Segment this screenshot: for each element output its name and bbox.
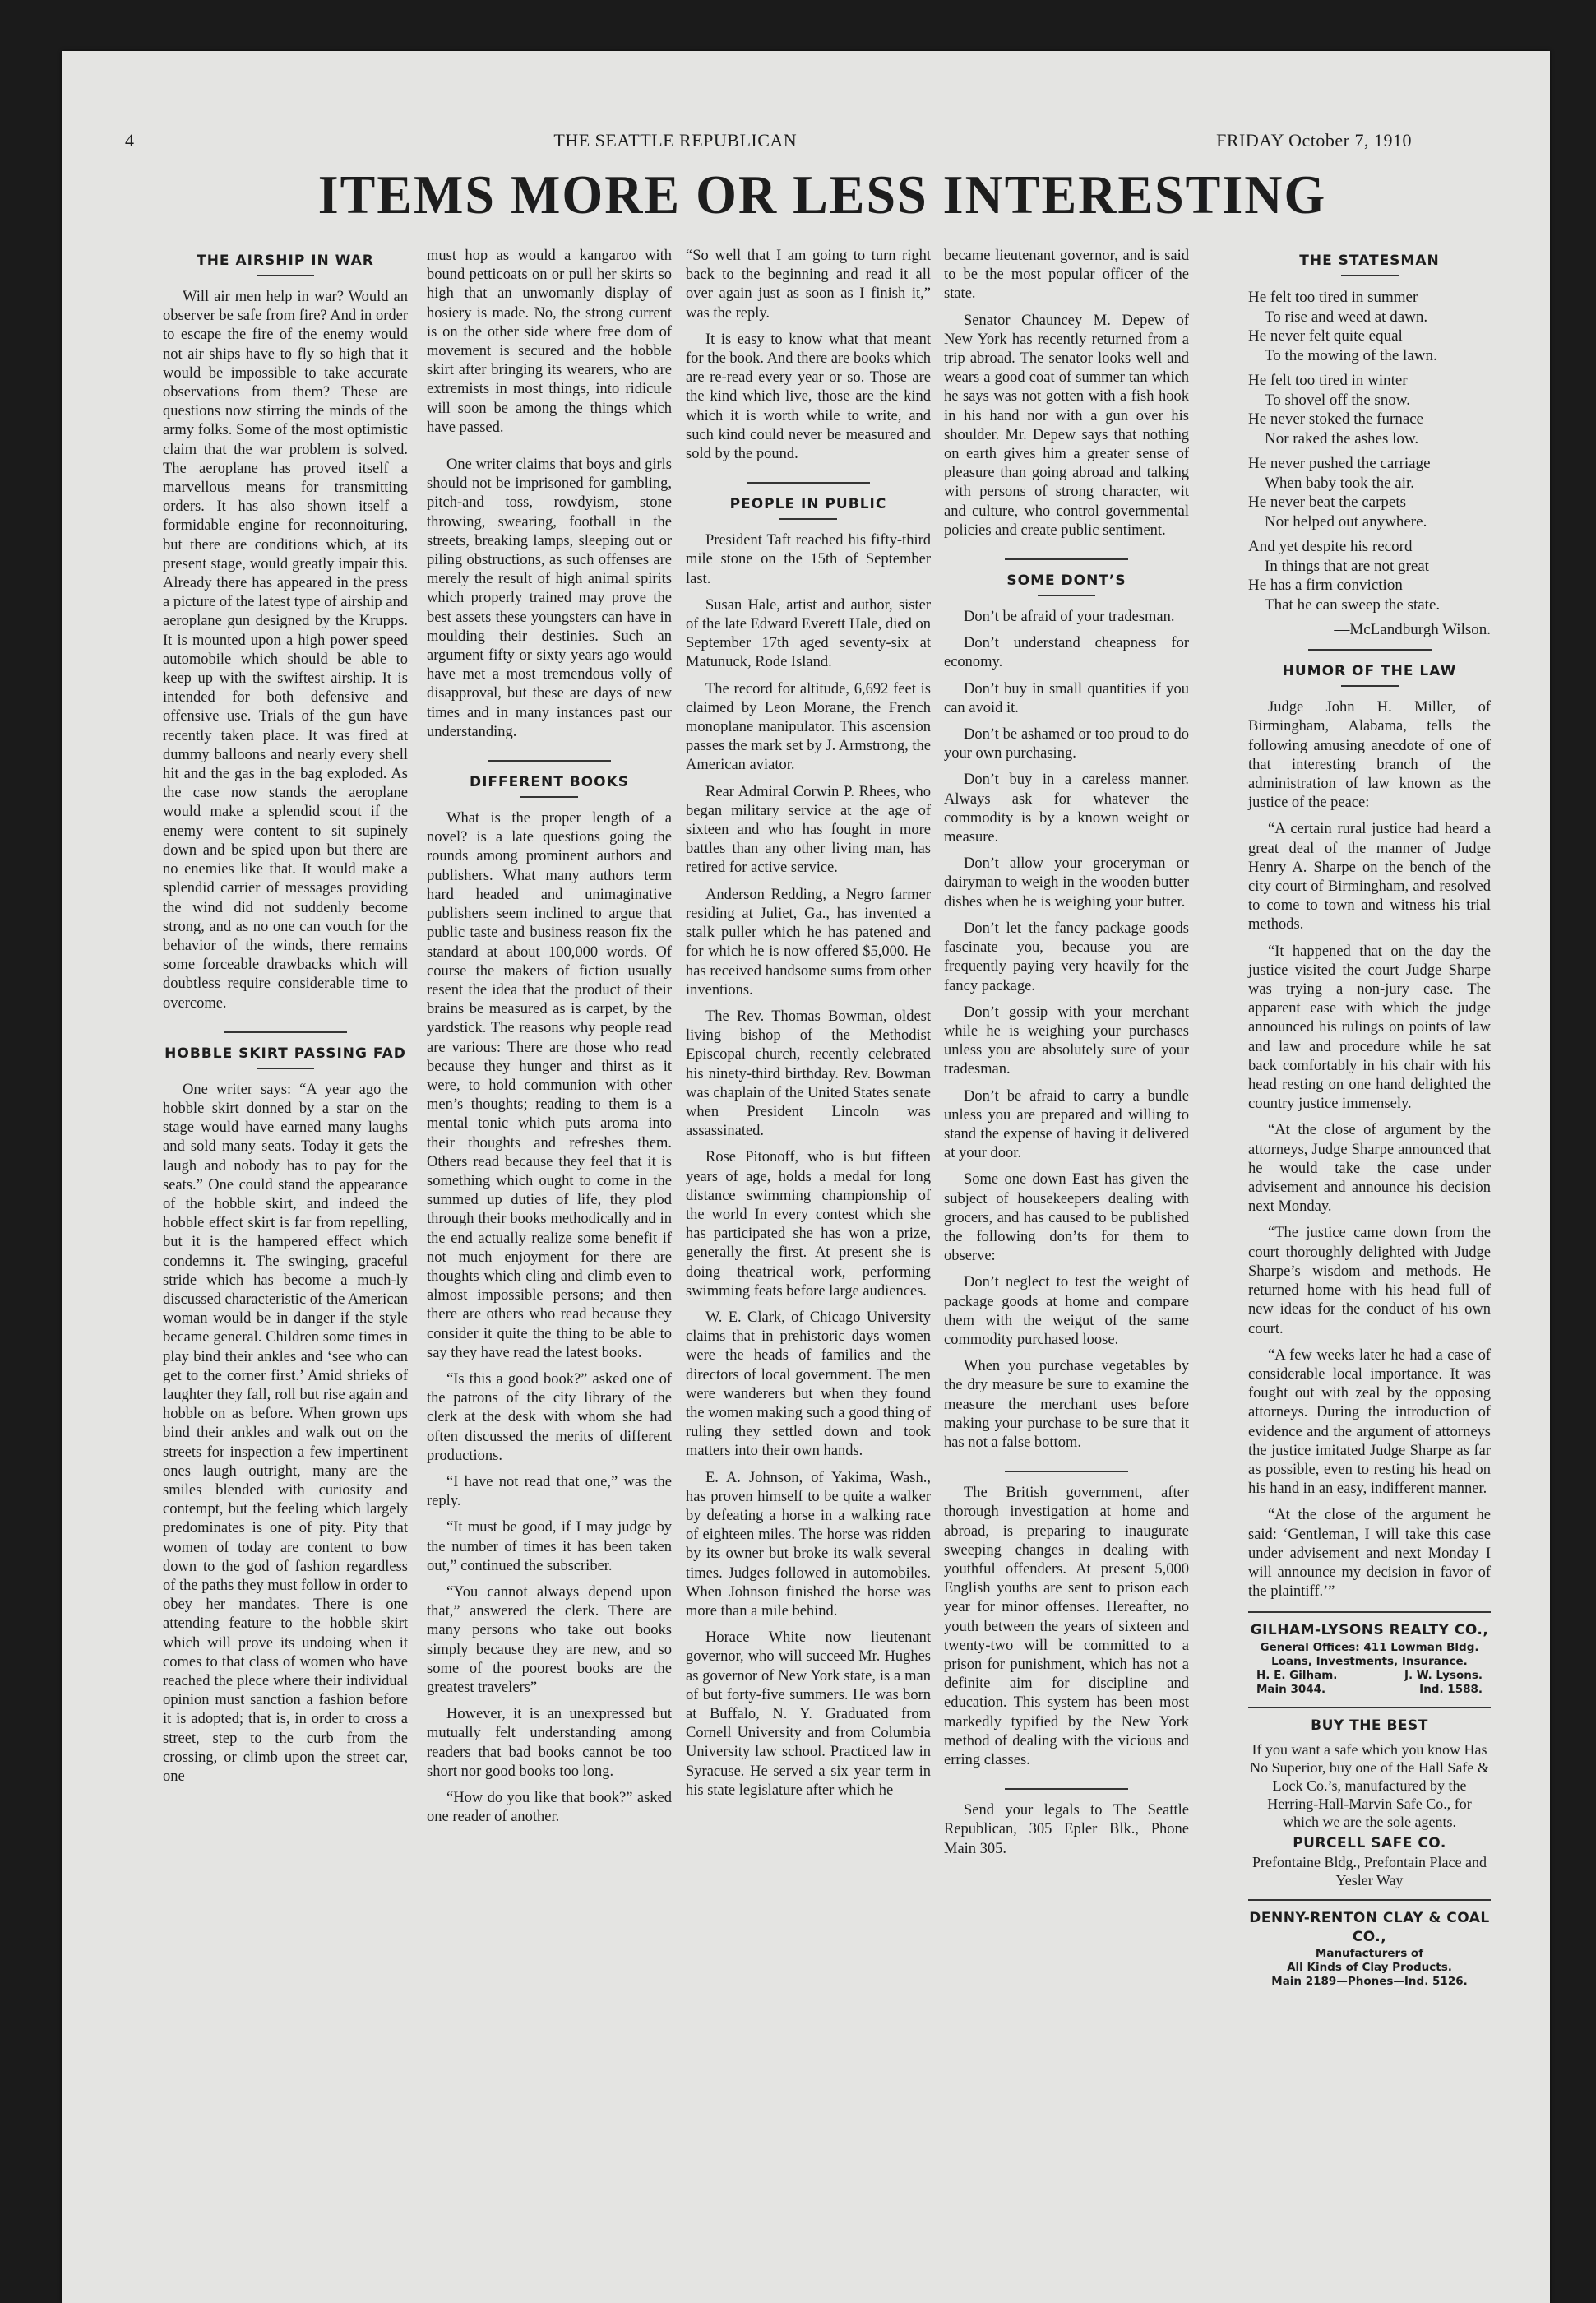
dont-item: Don’t be afraid of your tradesman. <box>964 609 1175 626</box>
dont-item: Don’t gossip with your merchant while he is weighing your purchases unless you are absolutely sure of your tradesman. <box>944 1003 1189 1078</box>
ad-title: DENNY-RENTON CLAY & COAL CO., <box>1249 1909 1490 1946</box>
poem-line: He never beat the carpets <box>1248 494 1407 511</box>
article-body-books: “How do you like that book?” asked one reader of another. <box>427 1790 672 1826</box>
masthead-line <box>125 130 1412 151</box>
dont-item: Don’t buy in small quantities if you can avoid it. <box>944 680 1189 716</box>
article-title-hobble: HOBBLE SKIRT PASSING FAD <box>164 1045 406 1062</box>
poem-title-statesman: THE STATESMAN <box>1299 253 1440 269</box>
poem-statesman <box>1248 288 1491 614</box>
ad-line: All Kinds of Clay Products. <box>1287 1961 1452 1975</box>
poem-line: In things that are not great <box>1265 557 1429 575</box>
article-separator <box>1005 1471 1128 1472</box>
people-item: Rear Admiral Corwin P. Rhees, who began military service at the age of sixteen and who has fought in more battles than any other living man, has retired for active service. <box>686 783 931 877</box>
article-title-humor: HUMOR OF THE LAW <box>1282 663 1457 680</box>
article-body-books: However, it is an unexpressed but mutually felt understanding among readers that bad books cannot be too short nor good books too long. <box>427 1706 672 1780</box>
article-body-books: “It must be good, if I may judge by the number of times it has been taken out,” continued the subscriber. <box>427 1519 672 1574</box>
article-separator <box>224 1031 347 1033</box>
people-item: Senator Chauncey M. Depew of New York has recently returned from a trip abroad. The senator looks well and wears a good coat of summer tan which he says was not gotten with a fish hook in his hand nor with a gun over his shoulder. Mr. Depew says that nothing on earth gives him a greater sense of pleasure than going abroad and talking with persons of strong character, wit and culture, who control governmental policies and create public sentiment. <box>944 312 1189 539</box>
ad-phone: Main 3044. <box>1256 1682 1326 1696</box>
people-item: Rose Pitonoff, who is but fifteen years of age, holds a medal for long distance swimming championship of the world In every contest which she has participated she has won a prize, generally the first. At present she is doing theatrical work, performing swimming feats before large audiences. <box>686 1149 931 1300</box>
poem-stanza <box>1248 371 1491 448</box>
ad-row <box>1248 1683 1491 1697</box>
dont-item: Don’t understand cheapness for economy. <box>944 635 1189 671</box>
ad-name: J. W. Lysons. <box>1404 1668 1483 1682</box>
people-item: Horace White now lieutenant governor, who will succeed Mr. Hughes as governor of New York state, is a man of but forty-five summers. He was born at Buffalo, N. Y. Graduated from Cornell University and from Columbia University law school. Practiced law in Syracuse. He served a six year term in his state legislature after which he <box>686 1629 931 1799</box>
article-body-humor: “It happened that on the day the justice visited the court Judge Sharpe was trying a non-jury case. The apparent ease with which the judge announced his rulings on points of law and law and procedure while he sat back comfortably in his chair with his head resting on one hand delighted the country justice immensely. <box>1248 943 1491 1113</box>
article-body-humor: “At the close of the argument he said: ‘Gentleman, I will take this case under advisement and next Monday I will announce my decision in favor of the plaintiff.’” <box>1248 1507 1491 1601</box>
article-body-books-cont: “So well that I am going to turn right back to the beginning and read it all over again just as soon as I finish it,” was the reply. <box>686 248 931 322</box>
title-rule <box>1341 685 1399 687</box>
dont-item: Don’t buy in a careless manner. Always ask for whatever the commodity is by a known weight or measure. <box>944 772 1189 846</box>
poem-stanza <box>1248 537 1491 614</box>
poem-line: To shovel off the snow. <box>1265 391 1411 409</box>
ad-text: If you want a safe which you know Has No Superior, buy one of the Hall Safe & Lock Co.’s, manufactured by the Herring-Hall-Marvin Safe Co., for which we are the sole agents. <box>1250 1740 1489 1830</box>
paper-name: THE SEATTLE REPUBLICAN <box>553 130 798 151</box>
ad-separator <box>1248 1611 1491 1613</box>
article-separator <box>1308 649 1432 651</box>
article-body-boys: One writer claims that boys and girls should not be imprisoned for gambling, pitch-and toss, rowdyism, stone throwing, swearing, football in the streets, breaking lamps, sleeping out or piling obstructions, as such offenses are merely the result of high animal spirits which properly trained may prove the best assets these youngsters can have in moulding their destinies. Such an argument fifty or sixty years ago would have met a most tremendous volly of disapproval, but these are days of new times and in many instances past our understanding. <box>427 456 672 740</box>
title-rule <box>257 1068 314 1069</box>
poem-line: He never stoked the furnace <box>1248 410 1424 428</box>
article-body-humor: Judge John H. Miller, of Birmingham, Alabama, tells the following amusing anecdote of one of that interesting branch of the administration of law known as the justice of the peace: <box>1248 699 1491 812</box>
poem-author: —McLandburgh Wilson. <box>1334 621 1491 638</box>
legals-notice: Send your legals to The Seattle Republican, 305 Epler Blk., Phone Main 305. <box>944 1802 1189 1857</box>
article-body-hobble: One writer says: “A year ago the hobble skirt donned by a star on the stage would have earned many laughs and sold many seats. Today it gets the laugh and nobody has to pay for the seats.” One could stand the appearance of the hobble skirt, and indeed the hobble effect skirt is far from repelling, but it is the hampered effect which condemns it. The swinging, graceful stride which has become a much-ly discussed characteristic of the American woman would be in danger if the style became general. Children some times in play bind their ankles and ‘see who can get to the corner first.’ Amid shrieks of laughter they fall, roll but rise again and hobble on as before. When grown ups bind their ankles and walk out on the streets for inspection a few impertinent ones laugh outright, many are the smiles blended with curiosity and contempt, but the feeling which largely predominates is one of pity. Pity that women of today are content to bow down to the god of fashion regardless of the paths they must follow in order to obey her mandates. There is one attending feature to the hobble skirt which will prove its undoing when it comes to that class of women who have reached the plece where their individual opinion must sanction a fashion before it is adopted; that is, in order to cross a street, step to the curb from the crossing, or climb upon the street car, one <box>163 1081 409 1786</box>
article-body-humor: “At the close of argument by the attorneys, Judge Sharpe announced that he would take the case under advisement and announce his decision next Monday. <box>1248 1122 1491 1216</box>
people-item: The Rev. Thomas Bowman, oldest living bishop of the Methodist Episcopal church, recently celebrated his ninety-third birthday. Rev. Bowman was chaplain of the United States senate when President Lincoln was assassinated. <box>686 1008 931 1140</box>
title-rule <box>1341 275 1399 276</box>
people-item: Anderson Redding, a Negro farmer residing at Juliet, Ga., has invented a stalk puller which he has patened and for which he is now offered $5,000. He has received handsome sums from other inventions. <box>686 886 931 999</box>
ad-line: General Offices: 411 Lowman Bldg. <box>1260 1640 1479 1654</box>
article-title-donts: SOME DONT’S <box>1006 572 1126 590</box>
ad-separator <box>1248 1899 1491 1901</box>
poem-line: He never pushed the carriage <box>1248 455 1431 472</box>
column-5 <box>1248 247 1491 1989</box>
ad-title: GILHAM-LYSONS REALTY CO., <box>1250 1622 1489 1639</box>
ad-line: Main 2189—Phones—Ind. 5126. <box>1271 1975 1468 1989</box>
poem-line: He never felt quite equal <box>1248 327 1403 345</box>
ad-separator <box>1248 1707 1491 1708</box>
title-rule <box>520 796 578 798</box>
article-body-books: What is the proper length of a novel? is a late questions going the rounds among prominent authors and publishers. What many authors term hard headed and unimaginative publishers seem inclined to argue that public taste and business reason fix the standard at about 100,000 words. Of course the makers of fiction usually resent the idea that the product of their brains be measured as is carpet, by the yardstick. The reasons why people read are various: There are those who read because they hunger and thirst as it were, to hold communion with other men’s thoughts; reading to them is a mental tonic which puts aroma into their thoughts and refreshes them. Others read because they feel that it is something which ought to come in the summed up duties of life, they plod through their books methodically and in the end actually realize some benefit if not much enjoyment for there are thoughts which cling and climb even to almost impossible persons; and then there are others who read because they consider it quite the thing to be able to say they have read the latest books. <box>427 810 672 1361</box>
poem-line: To rise and weed at dawn. <box>1265 308 1428 326</box>
ad-gilham-lysons <box>1248 1621 1491 1696</box>
poem-line: He has a firm conviction <box>1248 577 1403 594</box>
dont-item: Don’t be ashamed or too proud to do your own purchasing. <box>944 726 1189 762</box>
ad-denny-renton <box>1248 1909 1491 1989</box>
article-body-books: “You cannot always depend upon that,” answered the clerk. There are many persons who take out books simply because they are new, and so some of the poorest books are the greatest travelers” <box>427 1584 672 1697</box>
article-body-british: The British government, after thorough investigation at home and abroad, is preparing to inaugurate sweeping changes in dealing with youthful offenders. At present 5,000 English youths are sent to prison each year for minor offenses. Hereafter, no youth between the years of sixteen and twenty-two will be committed to a prison for punishment, which has not a definite aim for discipline and education. This system has been most markedly typified by the New York method of dealing with the vicious and erring classes. <box>944 1485 1189 1769</box>
article-body-hobble-cont: must hop as would a kangaroo with bound petticoats on or pull her skirts so high that an unwomanly display of hosiery is made. No, the strong current is on the other side where free dom of movement is secured and the hobble skirt after bringing its wearers, who are extremists in most things, into ridicule will soon be among the things which have passed. <box>427 248 672 436</box>
ad-address: Prefontaine Bldg., Prefontain Place and Yesler Way <box>1252 1853 1487 1888</box>
article-body-humor: “A few weeks later he had a case of considerable local importance. It was fought out with zeal by the opposing attorneys. During the introduction of evidence and the argument of attorneys the justice imitated Judge Sharpe as far as possible, even to resting his head on his hand in an easy, indifferent manner. <box>1248 1346 1491 1498</box>
poem-line: He felt too tired in summer <box>1248 289 1418 306</box>
article-body-books: “Is this a good book?” asked one of the patrons of the city library of the clerk at the desk with whom she had often discussed the merits of different productions. <box>427 1370 672 1464</box>
article-body-humor: “A certain rural justice had heard a great deal of the manner of Judge Henry A. Sharpe on the bench of the city court of Birmingham, and resolved to come to town and witness his trial methods. <box>1248 821 1491 934</box>
article-separator <box>1005 1788 1128 1790</box>
article-title-airship: THE AIRSHIP IN WAR <box>197 253 374 269</box>
dont-item: Don’t let the fancy package goods fascinate you, because you are frequently paying very heavily for the fancy package. <box>944 920 1189 994</box>
article-separator <box>1005 558 1128 560</box>
page-number: 4 <box>125 130 135 151</box>
dont-item: Some one down East has given the subject of housekeepers dealing with grocers, and has caused to be published the following don’ts for them to observe: <box>944 1171 1189 1265</box>
ad-phone: Ind. 1588. <box>1419 1682 1483 1696</box>
ad-company: PURCELL SAFE CO. <box>1293 1834 1446 1851</box>
ad-row <box>1248 1669 1491 1683</box>
article-title-books: DIFFERENT BOOKS <box>470 774 629 791</box>
dont-item: Don’t be afraid to carry a bundle unless you are prepared and willing to stand the expense of having it delivered at your door. <box>944 1087 1189 1162</box>
poem-line: And yet despite his record <box>1248 538 1413 555</box>
poem-stanza <box>1248 454 1491 531</box>
ad-title: BUY THE BEST <box>1311 1717 1428 1734</box>
dont-item: When you purchase vegetables by the dry measure be sure to examine the measure the merchant uses before making your purchase to be sure that it has not a false bottom. <box>944 1358 1189 1451</box>
article-body-books: “I have not read that one,” was the reply. <box>427 1473 672 1510</box>
poem-line: To the mowing of the lawn. <box>1265 346 1437 364</box>
article-body-books-cont: It is easy to know what that meant for the book. And there are books which are re-read every year or so. Those are the kind which live, those are the kind which it is worth while to write, and such kind could never be measured and sold by the pound. <box>686 331 931 463</box>
article-body-airship: Will air men help in war? Would an observer be safe from fire? And in order to escape the fire of the enemy would not air ships have to fly so high that it would be impossible to take accurate observations from them? These are questions now stirring the minds of the army folks. Some of the most optimistic claim that the war problem is solved. The aeroplane has proved itself a marvellous means for transmitting orders. It has also shown itself a formidable engine for reconnoituring, but there are conditions which, at its present stage, would greatly impair this. Already there has appeared in the press a picture of the latest type of airship and aeroplane gun designed by the Krupps. It is mounted upon a high power speed automobile which should be able to keep up with the swiftest airship. It is intended for both defensive and offensive use. Trials of the gun have recently taken place. It was fired at dummy balloons and nearly every shell hit and the gas in the bag exploded. As the case now stands the aeroplane would make a splendid scout if the enemy were content to sit supinely down and be spied upon but there are no enemies like that. It would make a splendid carrier of messages providing the wind did not suddenly become strong, and as no one can vouch for the behavior of the winds, there remains some forceable drawbacks which will doubtless require considerable time to overcome. <box>163 289 408 1012</box>
people-item: Susan Hale, artist and author, sister of the late Edward Everett Hale, died on September 17th aged seventy-six at Matunuck, Rode Island. <box>686 596 931 671</box>
issue-date: FRIDAY October 7, 1910 <box>1216 130 1412 151</box>
dont-item: Don’t neglect to test the weight of package goods at home and compare them with the weigut of the same commodity purchased loose. <box>944 1274 1189 1348</box>
column-1 <box>163 247 408 1786</box>
ad-line: Manufacturers of <box>1315 1947 1424 1961</box>
people-item: E. A. Johnson, of Yakima, Wash., has proven himself to be quite a walker by defeating a horse in a walking race of eighteen miles. The horse was ridden by its owner but broke its walk several times. Judges followed in automobiles. When Johnson finished the horse was more than a mile behind. <box>686 1469 931 1620</box>
article-title-people: PEOPLE IN PUBLIC <box>729 496 887 513</box>
poem-line: That he can sweep the state. <box>1265 595 1441 614</box>
poem-line: He felt too tired in winter <box>1248 372 1408 389</box>
poem-line: Nor helped out anywhere. <box>1265 512 1427 531</box>
column-2 <box>427 247 672 1827</box>
ad-name: H. E. Gilham. <box>1256 1668 1338 1682</box>
title-rule <box>1038 595 1095 596</box>
dont-item: Don’t allow your groceryman or dairyman to weigh in the wooden butter dishes when he is weighing your butter. <box>944 855 1189 911</box>
poem-line: Nor raked the ashes low. <box>1265 429 1419 447</box>
column-4 <box>944 247 1189 1859</box>
ad-line: Loans, Investments, Insurance. <box>1271 1654 1468 1668</box>
people-item-cont: became lieutenant governor, and is said to be the most popular officer of the state. <box>944 248 1189 303</box>
people-item: The record for altitude, 6,692 feet is claimed by Leon Morane, the French monoplane manipulator. This ascension passes the mark set by J. Armstrong, the American aviator. <box>686 680 931 774</box>
people-item: W. E. Clark, of Chicago University claims that in prehistoric days women were the heads of families and the directors of local government. The men were wanderers but when they found the women making such a good thing of ruling they settled down and took matters into their own hands. <box>686 1309 931 1460</box>
title-rule <box>257 275 314 276</box>
poem-line: When baby took the air. <box>1265 474 1415 492</box>
article-body-humor: “The justice came down from the court thoroughly delighted with Judge Sharpe’s wisdom and methods. He returned home with his head full of new ideas for the conduct of his own court. <box>1248 1225 1491 1337</box>
poem-stanza <box>1248 288 1491 365</box>
column-3 <box>686 247 931 1800</box>
article-separator <box>488 760 611 762</box>
people-item: President Taft reached his fifty-third mile stone on the 15th of September last. <box>686 532 931 587</box>
page-headline: ITEMS MORE OR LESS INTERESTING <box>317 164 1327 225</box>
ad-purcell-safe <box>1248 1717 1491 1889</box>
article-separator <box>747 482 870 484</box>
title-rule <box>779 518 837 520</box>
